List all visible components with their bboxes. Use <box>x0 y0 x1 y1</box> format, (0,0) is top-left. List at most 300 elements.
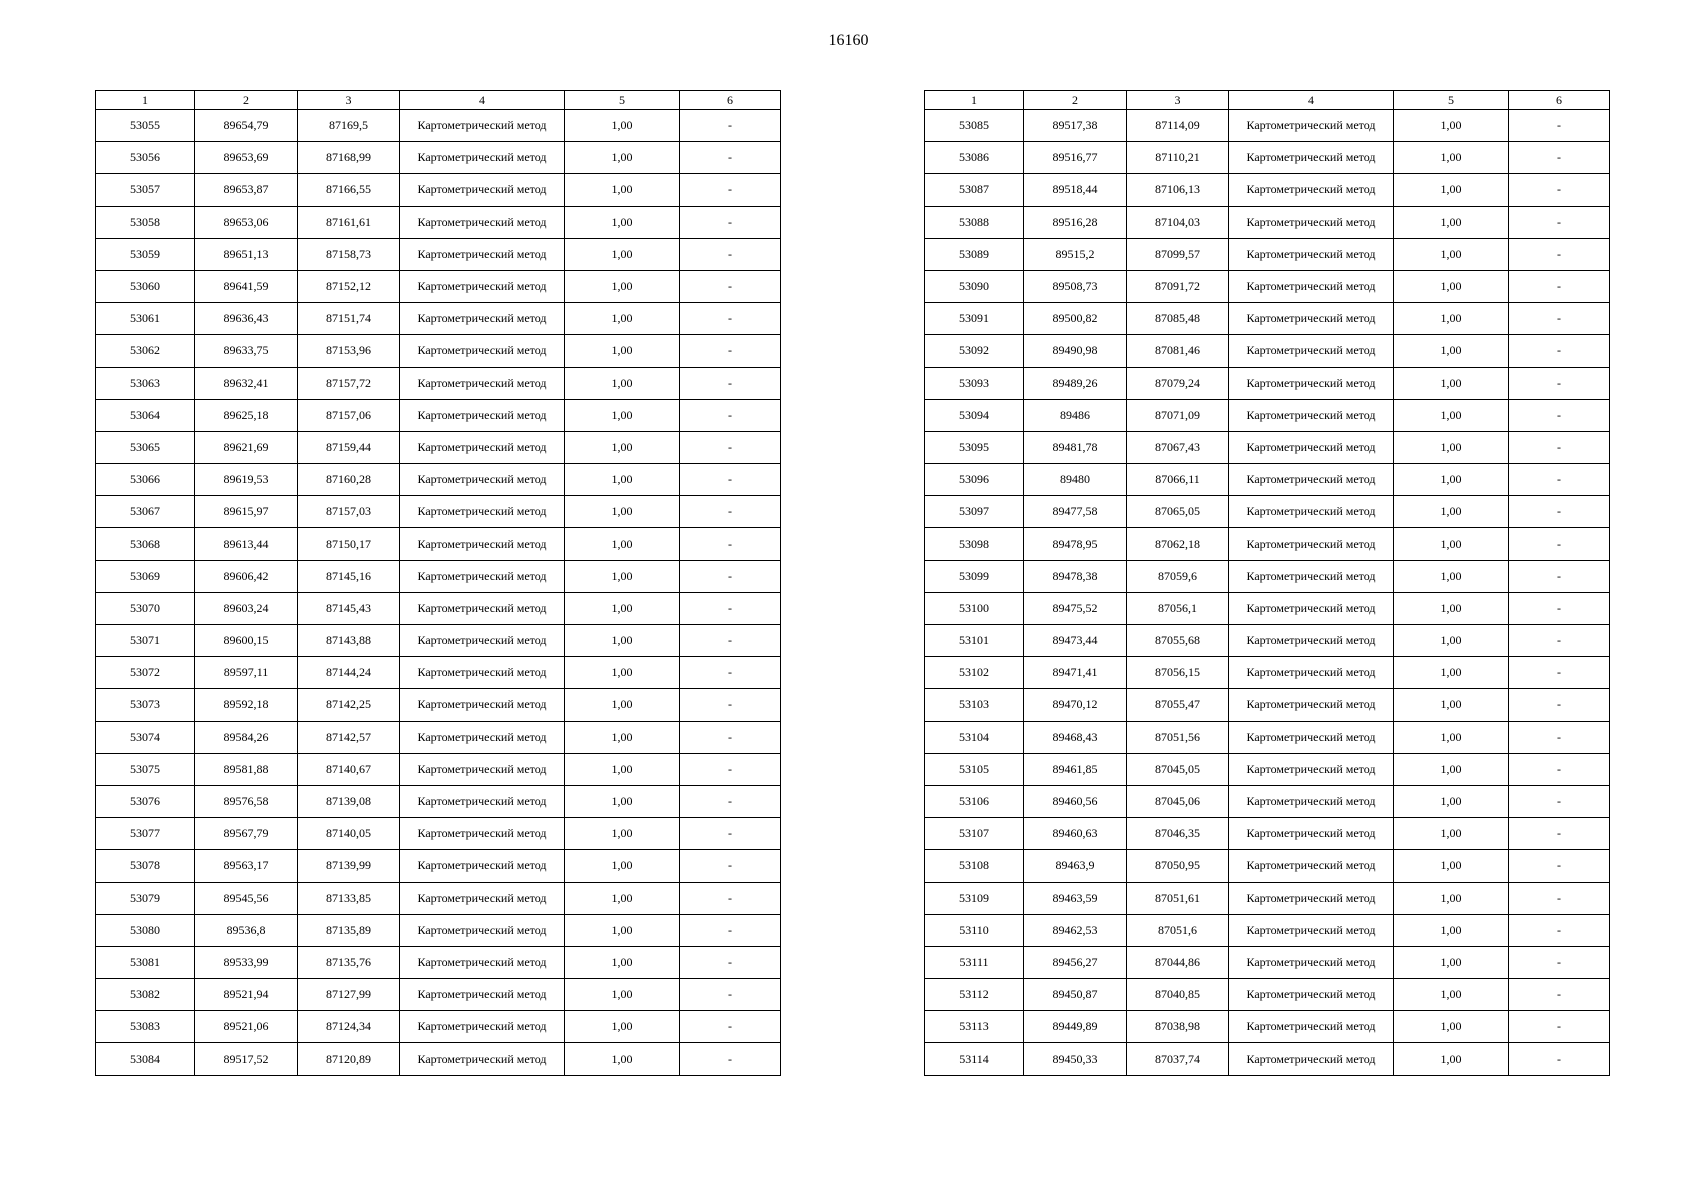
table-cell: - <box>1509 979 1610 1011</box>
table-cell: 53099 <box>925 560 1024 592</box>
table-cell: Картометрический метод <box>1229 303 1394 335</box>
table-row <box>925 914 1610 946</box>
table-cell: 87050,95 <box>1127 850 1229 882</box>
table-cell: 1,00 <box>1394 110 1509 142</box>
table-cell: 1,00 <box>565 721 680 753</box>
table-cell: 1,00 <box>565 303 680 335</box>
table-cell: 53091 <box>925 303 1024 335</box>
table-cell: 53069 <box>96 560 195 592</box>
table-cell: - <box>1509 785 1610 817</box>
table-cell: Картометрический метод <box>1229 399 1394 431</box>
column-header: 5 <box>565 91 680 110</box>
table-cell: Картометрический метод <box>400 303 565 335</box>
table-cell: 53062 <box>96 335 195 367</box>
table-cell: 87143,88 <box>298 625 400 657</box>
table-cell: 53072 <box>96 657 195 689</box>
table-cell: Картометрический метод <box>400 818 565 850</box>
table-cell: 1,00 <box>565 335 680 367</box>
table-cell: 53107 <box>925 818 1024 850</box>
table-cell: 89603,24 <box>195 592 298 624</box>
table-cell: 89521,06 <box>195 1011 298 1043</box>
table-cell: 1,00 <box>565 206 680 238</box>
table-cell: 87079,24 <box>1127 367 1229 399</box>
table-cell: 53063 <box>96 367 195 399</box>
table-cell: Картометрический метод <box>400 496 565 528</box>
table-cell: 53083 <box>96 1011 195 1043</box>
table-cell: 87066,11 <box>1127 464 1229 496</box>
table-row <box>96 882 781 914</box>
table-cell: 87157,72 <box>298 367 400 399</box>
table-cell: 53092 <box>925 335 1024 367</box>
table-cell: 53056 <box>96 142 195 174</box>
table-cell: 89516,77 <box>1024 142 1127 174</box>
table-cell: Картометрический метод <box>400 270 565 302</box>
table-cell: 1,00 <box>565 785 680 817</box>
table-row <box>925 946 1610 978</box>
table-cell: 1,00 <box>565 560 680 592</box>
table-cell: - <box>1509 946 1610 978</box>
table-cell: 89597,11 <box>195 657 298 689</box>
table-row <box>96 850 781 882</box>
table-cell: Картометрический метод <box>400 206 565 238</box>
table-cell: 1,00 <box>1394 657 1509 689</box>
table-cell: 87166,55 <box>298 174 400 206</box>
table-cell: 1,00 <box>1394 689 1509 721</box>
table-cell: Картометрический метод <box>400 142 565 174</box>
table-cell: Картометрический метод <box>1229 560 1394 592</box>
table-row <box>925 818 1610 850</box>
table-cell: - <box>680 528 781 560</box>
table-cell: - <box>1509 625 1610 657</box>
table-row <box>96 785 781 817</box>
table-cell: 1,00 <box>1394 303 1509 335</box>
table-row <box>925 174 1610 206</box>
table-cell: 1,00 <box>1394 174 1509 206</box>
table-cell: 89536,8 <box>195 914 298 946</box>
table-cell: 53065 <box>96 431 195 463</box>
table-cell: 89653,87 <box>195 174 298 206</box>
table-cell: - <box>1509 270 1610 302</box>
table-cell: Картометрический метод <box>400 946 565 978</box>
table-cell: 89478,95 <box>1024 528 1127 560</box>
table-cell: 53074 <box>96 721 195 753</box>
table-cell: 1,00 <box>565 625 680 657</box>
table-cell: - <box>680 850 781 882</box>
table-cell: 87160,28 <box>298 464 400 496</box>
table-cell: 53096 <box>925 464 1024 496</box>
table-cell: 87159,44 <box>298 431 400 463</box>
table-cell: 1,00 <box>565 592 680 624</box>
table-cell: - <box>1509 206 1610 238</box>
table-cell: 1,00 <box>1394 914 1509 946</box>
table-cell: 53109 <box>925 882 1024 914</box>
table-cell: - <box>1509 367 1610 399</box>
table-cell: 1,00 <box>565 464 680 496</box>
table-cell: 89460,56 <box>1024 785 1127 817</box>
table-cell: 53077 <box>96 818 195 850</box>
table-cell: 1,00 <box>565 270 680 302</box>
table-cell: 89545,56 <box>195 882 298 914</box>
column-header: 2 <box>195 91 298 110</box>
table-cell: 89563,17 <box>195 850 298 882</box>
table-cell: 89500,82 <box>1024 303 1127 335</box>
table-cell: 87056,1 <box>1127 592 1229 624</box>
table-cell: 1,00 <box>1394 496 1509 528</box>
table-row <box>925 785 1610 817</box>
table-row <box>96 560 781 592</box>
table-cell: Картометрический метод <box>400 110 565 142</box>
table-cell: 87169,5 <box>298 110 400 142</box>
table-row <box>925 979 1610 1011</box>
table-row <box>96 592 781 624</box>
table-cell: Картометрический метод <box>1229 110 1394 142</box>
table-cell: 53090 <box>925 270 1024 302</box>
table-cell: - <box>1509 850 1610 882</box>
table-cell: Картометрический метод <box>400 431 565 463</box>
table-cell: 1,00 <box>1394 1043 1509 1075</box>
table-cell: 87055,68 <box>1127 625 1229 657</box>
table-cell: - <box>680 496 781 528</box>
table-cell: 1,00 <box>565 238 680 270</box>
table-cell: 87140,67 <box>298 753 400 785</box>
table-cell: 53111 <box>925 946 1024 978</box>
table-cell: - <box>680 110 781 142</box>
table-cell: 89456,27 <box>1024 946 1127 978</box>
table-row <box>925 1043 1610 1075</box>
table-cell: - <box>1509 914 1610 946</box>
table-cell: Картометрический метод <box>1229 721 1394 753</box>
table-cell: Картометрический метод <box>1229 528 1394 560</box>
table-cell: Картометрический метод <box>400 1011 565 1043</box>
table-cell: 53058 <box>96 206 195 238</box>
table-cell: - <box>680 174 781 206</box>
table-body <box>96 110 781 1076</box>
table-cell: Картометрический метод <box>400 785 565 817</box>
table-cell: - <box>680 431 781 463</box>
table-row <box>925 1011 1610 1043</box>
table-cell: Картометрический метод <box>400 238 565 270</box>
table-cell: Картометрический метод <box>400 464 565 496</box>
table-cell: 53081 <box>96 946 195 978</box>
table-cell: 1,00 <box>1394 850 1509 882</box>
table-cell: - <box>1509 657 1610 689</box>
table-cell: 53110 <box>925 914 1024 946</box>
table-cell: Картометрический метод <box>1229 818 1394 850</box>
table-row <box>925 367 1610 399</box>
table-cell: 53067 <box>96 496 195 528</box>
table-cell: 89615,97 <box>195 496 298 528</box>
table-row <box>96 238 781 270</box>
table-cell: 87144,24 <box>298 657 400 689</box>
table-cell: Картометрический метод <box>1229 657 1394 689</box>
table-row <box>925 431 1610 463</box>
table-cell: 89508,73 <box>1024 270 1127 302</box>
table-cell: 89654,79 <box>195 110 298 142</box>
table-cell: - <box>680 303 781 335</box>
table-cell: 1,00 <box>1394 335 1509 367</box>
table-cell: 1,00 <box>1394 785 1509 817</box>
table-cell: 87157,06 <box>298 399 400 431</box>
table-cell: 87085,48 <box>1127 303 1229 335</box>
table-cell: 89636,43 <box>195 303 298 335</box>
table-cell: - <box>1509 882 1610 914</box>
table-cell: Картометрический метод <box>400 335 565 367</box>
table-cell: 89468,43 <box>1024 721 1127 753</box>
table-cell: Картометрический метод <box>1229 238 1394 270</box>
table-row <box>925 689 1610 721</box>
table-header <box>96 91 781 110</box>
table-cell: Картометрический метод <box>1229 270 1394 302</box>
table-cell: 1,00 <box>565 753 680 785</box>
table-header <box>925 91 1610 110</box>
table-cell: - <box>1509 560 1610 592</box>
table-cell: Картометрический метод <box>1229 592 1394 624</box>
table-cell: 89475,52 <box>1024 592 1127 624</box>
table-cell: 89613,44 <box>195 528 298 560</box>
table-row <box>96 496 781 528</box>
table-cell: 87099,57 <box>1127 238 1229 270</box>
table-row <box>925 303 1610 335</box>
table-cell: 1,00 <box>1394 142 1509 174</box>
table-row <box>925 850 1610 882</box>
table-cell: 89450,33 <box>1024 1043 1127 1075</box>
table-cell: 53098 <box>925 528 1024 560</box>
column-header: 3 <box>1127 91 1229 110</box>
table-cell: 89486 <box>1024 399 1127 431</box>
table-cell: 87142,25 <box>298 689 400 721</box>
table-cell: 53105 <box>925 753 1024 785</box>
table-cell: 89606,42 <box>195 560 298 592</box>
table-cell: - <box>680 270 781 302</box>
header-row <box>925 91 1610 110</box>
table-cell: 87142,57 <box>298 721 400 753</box>
table-cell: 89518,44 <box>1024 174 1127 206</box>
table-cell: - <box>680 238 781 270</box>
table-cell: 1,00 <box>565 431 680 463</box>
table-cell: 89516,28 <box>1024 206 1127 238</box>
table-cell: 89478,38 <box>1024 560 1127 592</box>
table-cell: - <box>680 818 781 850</box>
table-cell: 53059 <box>96 238 195 270</box>
table-cell: - <box>680 1011 781 1043</box>
table-cell: 89517,52 <box>195 1043 298 1075</box>
table-cell: 87145,16 <box>298 560 400 592</box>
table-row <box>96 399 781 431</box>
table-body <box>925 110 1610 1076</box>
table-cell: 87062,18 <box>1127 528 1229 560</box>
table-cell: - <box>680 721 781 753</box>
table-row <box>96 1043 781 1075</box>
column-header: 1 <box>925 91 1024 110</box>
table-cell: Картометрический метод <box>1229 1011 1394 1043</box>
table-cell: Картометрический метод <box>1229 785 1394 817</box>
table-cell: 1,00 <box>565 914 680 946</box>
table-cell: 1,00 <box>1394 592 1509 624</box>
table-row <box>96 528 781 560</box>
table-cell: 53114 <box>925 1043 1024 1075</box>
table-cell: - <box>680 882 781 914</box>
table-cell: 1,00 <box>565 818 680 850</box>
table-row <box>925 399 1610 431</box>
table-cell: Картометрический метод <box>400 657 565 689</box>
table-cell: Картометрический метод <box>400 367 565 399</box>
table-row <box>96 946 781 978</box>
table-cell: 1,00 <box>1394 560 1509 592</box>
table-row <box>925 657 1610 689</box>
table-cell: 1,00 <box>1394 399 1509 431</box>
table-cell: - <box>1509 721 1610 753</box>
table-cell: 87067,43 <box>1127 431 1229 463</box>
table-cell: 1,00 <box>565 528 680 560</box>
table-cell: 89489,26 <box>1024 367 1127 399</box>
table-cell: 1,00 <box>1394 528 1509 560</box>
table-cell: 89653,69 <box>195 142 298 174</box>
table-cell: 53078 <box>96 850 195 882</box>
table-cell: - <box>1509 818 1610 850</box>
table-row <box>96 689 781 721</box>
table-cell: 87139,08 <box>298 785 400 817</box>
table-cell: 53075 <box>96 753 195 785</box>
table-cell: 1,00 <box>565 979 680 1011</box>
table-cell: 53061 <box>96 303 195 335</box>
table-cell: - <box>680 979 781 1011</box>
table-cell: 87104,03 <box>1127 206 1229 238</box>
table-cell: - <box>1509 431 1610 463</box>
table-cell: Картометрический метод <box>1229 142 1394 174</box>
table-cell: 87065,05 <box>1127 496 1229 528</box>
column-header: 1 <box>96 91 195 110</box>
table-cell: 53070 <box>96 592 195 624</box>
table-row <box>925 560 1610 592</box>
table-cell: 89653,06 <box>195 206 298 238</box>
table-cell: 87040,85 <box>1127 979 1229 1011</box>
table-cell: Картометрический метод <box>1229 914 1394 946</box>
table-cell: - <box>680 335 781 367</box>
table-row <box>96 142 781 174</box>
table-cell: Картометрический метод <box>1229 431 1394 463</box>
table-cell: 87055,47 <box>1127 689 1229 721</box>
table-cell: 87045,05 <box>1127 753 1229 785</box>
table-cell: - <box>680 785 781 817</box>
table-cell: Картометрический метод <box>400 850 565 882</box>
table-row <box>96 625 781 657</box>
page-number: 16160 <box>828 32 869 49</box>
table-row <box>925 882 1610 914</box>
table-cell: - <box>1509 142 1610 174</box>
table-row <box>96 206 781 238</box>
table-row <box>96 174 781 206</box>
table-cell: 1,00 <box>565 399 680 431</box>
table-cell: - <box>680 657 781 689</box>
table-cell: Картометрический метод <box>1229 367 1394 399</box>
table-cell: 89567,79 <box>195 818 298 850</box>
table-cell: 87051,56 <box>1127 721 1229 753</box>
table-cell: 89463,9 <box>1024 850 1127 882</box>
table-cell: 1,00 <box>1394 270 1509 302</box>
column-header: 6 <box>680 91 781 110</box>
table-cell: 53064 <box>96 399 195 431</box>
table-cell: 87140,05 <box>298 818 400 850</box>
table-row <box>925 206 1610 238</box>
table-cell: 53068 <box>96 528 195 560</box>
table-cell: Картометрический метод <box>1229 689 1394 721</box>
table-cell: 87150,17 <box>298 528 400 560</box>
table-cell: 53095 <box>925 431 1024 463</box>
table-cell: 1,00 <box>1394 753 1509 785</box>
table-cell: 89533,99 <box>195 946 298 978</box>
table-cell: 1,00 <box>565 496 680 528</box>
table-row <box>96 1011 781 1043</box>
table-cell: 53104 <box>925 721 1024 753</box>
table-cell: Картометрический метод <box>1229 174 1394 206</box>
table-cell: 89473,44 <box>1024 625 1127 657</box>
table-cell: 53093 <box>925 367 1024 399</box>
table-cell: 53082 <box>96 979 195 1011</box>
table-cell: 87139,99 <box>298 850 400 882</box>
table-cell: Картометрический метод <box>400 689 565 721</box>
table-cell: - <box>1509 1011 1610 1043</box>
table-cell: - <box>1509 528 1610 560</box>
table-cell: 53097 <box>925 496 1024 528</box>
table-cell: 53066 <box>96 464 195 496</box>
table-cell: 53106 <box>925 785 1024 817</box>
table-row <box>96 270 781 302</box>
table-cell: 53084 <box>96 1043 195 1075</box>
table-cell: - <box>1509 303 1610 335</box>
table-cell: 53080 <box>96 914 195 946</box>
table-cell: - <box>680 206 781 238</box>
table-row <box>96 914 781 946</box>
table-cell: 53085 <box>925 110 1024 142</box>
table-cell: Картометрический метод <box>400 914 565 946</box>
table-cell: 89521,94 <box>195 979 298 1011</box>
column-header: 4 <box>1229 91 1394 110</box>
table-cell: 87124,34 <box>298 1011 400 1043</box>
table-cell: 1,00 <box>1394 464 1509 496</box>
table-cell: Картометрический метод <box>1229 496 1394 528</box>
table-cell: 1,00 <box>1394 431 1509 463</box>
table-cell: 53073 <box>96 689 195 721</box>
table-cell: 1,00 <box>565 1043 680 1075</box>
table-cell: 53108 <box>925 850 1024 882</box>
table-cell: 1,00 <box>565 946 680 978</box>
table-cell: - <box>680 625 781 657</box>
table-row <box>925 335 1610 367</box>
table-cell: 53103 <box>925 689 1024 721</box>
table-cell: 89651,13 <box>195 238 298 270</box>
table-cell: 87071,09 <box>1127 399 1229 431</box>
table-row <box>925 528 1610 560</box>
table-cell: - <box>1509 1043 1610 1075</box>
table-cell: - <box>680 560 781 592</box>
table-cell: 1,00 <box>1394 206 1509 238</box>
table-cell: 89625,18 <box>195 399 298 431</box>
table-cell: Картометрический метод <box>1229 625 1394 657</box>
table-cell: - <box>1509 335 1610 367</box>
table-cell: 89581,88 <box>195 753 298 785</box>
table-cell: 53088 <box>925 206 1024 238</box>
table-cell: 89449,89 <box>1024 1011 1127 1043</box>
table-cell: Картометрический метод <box>1229 946 1394 978</box>
column-header: 6 <box>1509 91 1610 110</box>
table-cell: - <box>680 946 781 978</box>
table-cell: 87152,12 <box>298 270 400 302</box>
table-cell: 87161,61 <box>298 206 400 238</box>
table-cell: 87114,09 <box>1127 110 1229 142</box>
table-cell: 53057 <box>96 174 195 206</box>
table-cell: 1,00 <box>565 657 680 689</box>
table-cell: 53055 <box>96 110 195 142</box>
